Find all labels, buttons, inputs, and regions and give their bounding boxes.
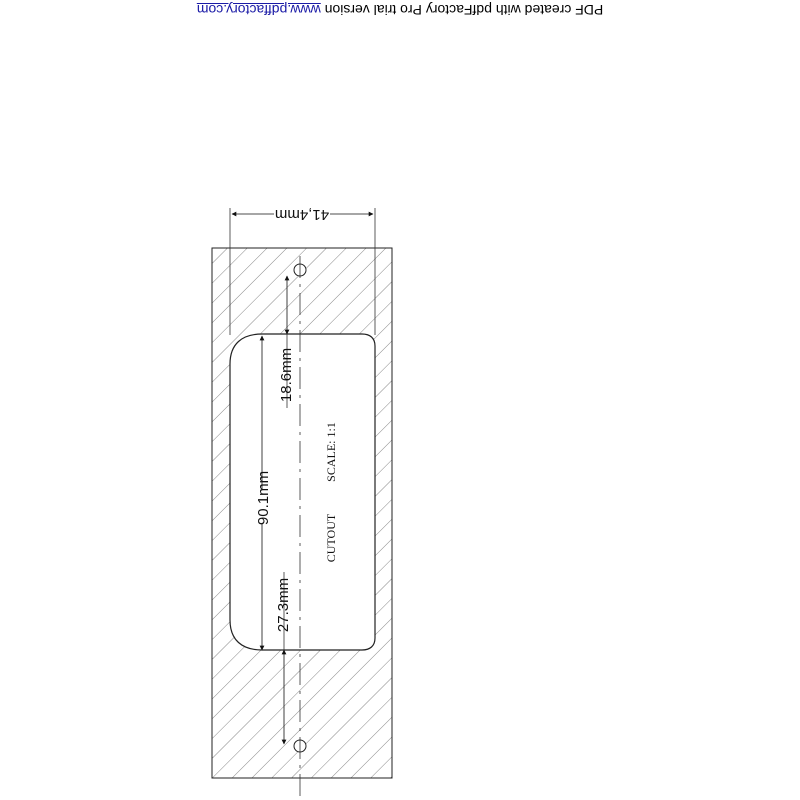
scale-label: SCALE: 1:1: [323, 422, 338, 482]
watermark-link[interactable]: www.pdffactory.com: [196, 2, 321, 18]
cutout-label: CUTOUT: [323, 513, 338, 563]
watermark-text: PDF created with pdfFactory Pro trial version: [324, 2, 604, 18]
width-dimension-label: 41,4mm: [274, 206, 330, 224]
top-offset-label: 18.6mm: [277, 347, 295, 403]
cutout-outline: [230, 334, 375, 650]
bottom-offset-label: 27.3mm: [274, 577, 292, 633]
overall-height-label: 90.1mm: [254, 470, 272, 526]
